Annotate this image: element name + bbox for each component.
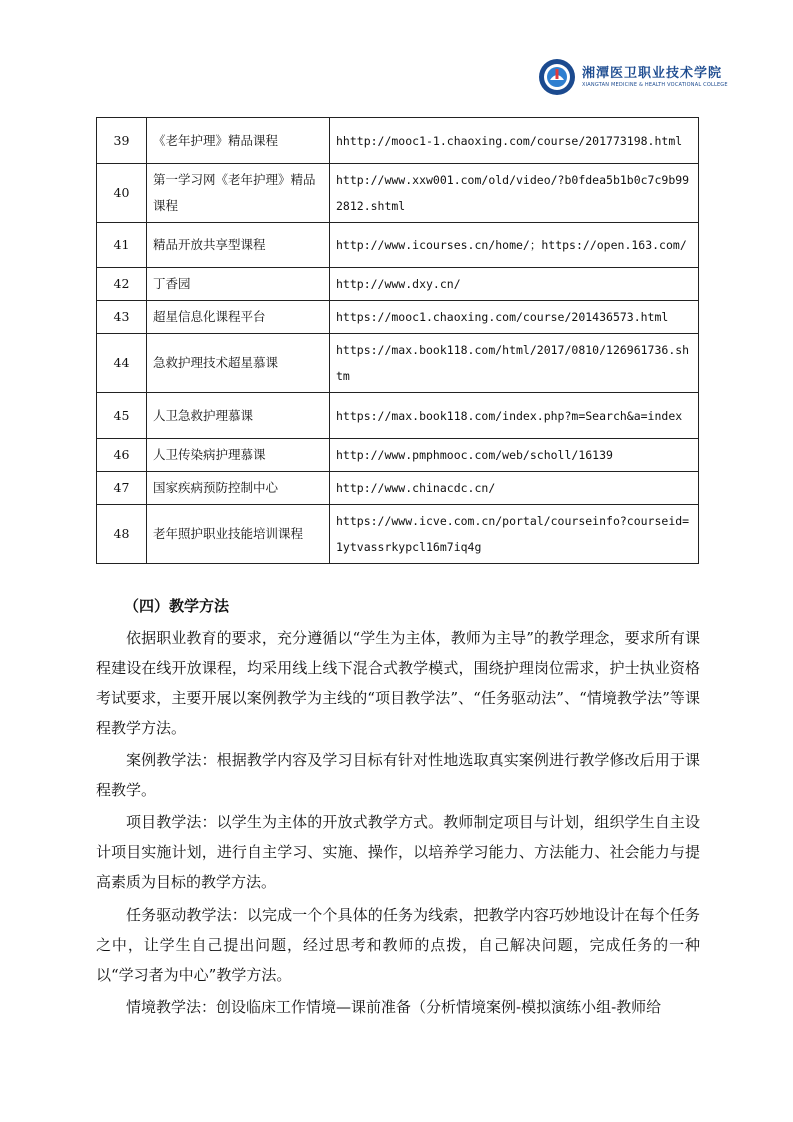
- row-number: 43: [97, 301, 147, 334]
- table-row: [97, 334, 699, 393]
- course-name: 超星信息化课程平台: [147, 301, 330, 334]
- school-emblem-icon: [538, 58, 576, 96]
- paragraph-intro: 依据职业教育的要求，充分遵循以“学生为主体，教师为主导”的教学理念，要求所有课程建设在线开放课程，均采用线上线下混合式教学模式，围绕护理岗位需求，护士执业资格考试要求，主要开展以案例教学为主线的“项目教学法”、“任务驱动法”、“情境教学法”等课程教学方法。: [96, 629, 700, 737]
- school-logo: [538, 58, 728, 98]
- row-number: 39: [97, 118, 147, 164]
- row-number: 46: [97, 439, 147, 472]
- row-number: 40: [97, 164, 147, 223]
- table-row: [97, 164, 699, 223]
- table-row: [97, 268, 699, 301]
- course-url[interactable]: http://www.pmphmooc.com/web/scholl/16139: [330, 439, 699, 472]
- course-url[interactable]: https://mooc1.chaoxing.com/course/201436573.html: [330, 301, 699, 334]
- table-row: [97, 223, 699, 268]
- table-row: [97, 301, 699, 334]
- table-row: [97, 393, 699, 439]
- course-url[interactable]: hhttp://mooc1-1.chaoxing.com/course/201773198.html: [330, 118, 699, 164]
- row-number: 44: [97, 334, 147, 393]
- course-name: 《老年护理》精品课程: [147, 118, 330, 164]
- course-name: 人卫传染病护理慕课: [147, 439, 330, 472]
- paragraph-project-method: 项目教学法：以学生为主体的开放式教学方式。教师制定项目与计划，组织学生自主设计项目实施计划，进行自主学习、实施、操作，以培养学习能力、方法能力、社会能力与提高素质为目标的教学方法。: [96, 813, 700, 891]
- course-name: 丁香园: [147, 268, 330, 301]
- course-url[interactable]: http://www.dxy.cn/: [330, 268, 699, 301]
- row-number: 45: [97, 393, 147, 439]
- course-url[interactable]: http://www.xxw001.com/old/video/?b0fdea5b1b0c7c9b992812.shtml: [330, 164, 699, 223]
- table-row: [97, 439, 699, 472]
- row-number: 48: [97, 505, 147, 564]
- course-name: 人卫急救护理慕课: [147, 393, 330, 439]
- course-url[interactable]: https://www.icve.com.cn/portal/courseinfo?courseid=1ytvassrkypcl16m7iq4g: [330, 505, 699, 564]
- course-name: 国家疾病预防控制中心: [147, 472, 330, 505]
- row-number: 42: [97, 268, 147, 301]
- school-name-en: XIANGTAN MEDICINE & HEALTH VOCATIONAL COLLEGE: [582, 82, 728, 88]
- course-url[interactable]: http://www.icourses.cn/home/；https://open.163.com/: [330, 223, 699, 268]
- course-name: 精品开放共享型课程: [147, 223, 330, 268]
- paragraph-situation-method: 情境教学法：创设临床工作情境—课前准备（分析情境案例-模拟演练小组-教师给: [126, 998, 662, 1016]
- row-number: 47: [97, 472, 147, 505]
- table-row: [97, 118, 699, 164]
- section-heading: （四）教学方法: [124, 597, 230, 615]
- row-number: 41: [97, 223, 147, 268]
- course-url[interactable]: https://max.book118.com/html/2017/0810/126961736.shtm: [330, 334, 699, 393]
- school-name-cn: 湘潭医卫职业技术学院: [582, 66, 723, 81]
- paragraph-case-method: 案例教学法：根据教学内容及学习目标有针对性地选取真实案例进行教学修改后用于课程教学。: [96, 751, 700, 799]
- paragraph-task-method: 任务驱动教学法：以完成一个个具体的任务为线索，把教学内容巧妙地设计在每个任务之中，让学生自己提出问题，经过思考和教师的点拨，自己解决问题，完成任务的一种以“学习者为中心”教学方法。: [96, 906, 700, 984]
- table-row: [97, 472, 699, 505]
- resource-table: [96, 117, 699, 564]
- course-name: 老年照护职业技能培训课程: [147, 505, 330, 564]
- course-url[interactable]: https://max.book118.com/index.php?m=Search&a=index: [330, 393, 699, 439]
- course-name: 急救护理技术超星慕课: [147, 334, 330, 393]
- course-name: 第一学习网《老年护理》精品课程: [147, 164, 330, 223]
- table-row: [97, 505, 699, 564]
- course-url[interactable]: http://www.chinacdc.cn/: [330, 472, 699, 505]
